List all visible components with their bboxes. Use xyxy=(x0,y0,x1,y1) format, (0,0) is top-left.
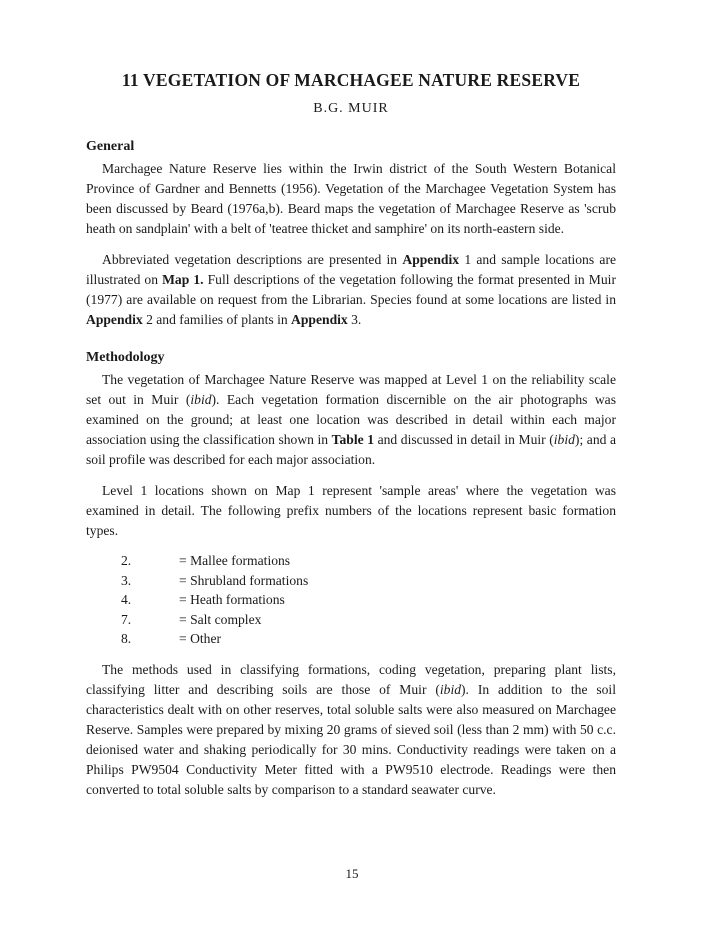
list-item: 4. = Heath formations xyxy=(121,592,285,607)
list-item: 7. = Salt complex xyxy=(121,611,262,627)
formation-types-list xyxy=(86,551,616,649)
list-item: 2. = Mallee formations xyxy=(121,553,291,568)
general-paragraph-1: Marchagee Nature Reserve lies within the Irwin district of the South Western Botanical Province of Gardner and Bennetts (1956). Vegetation of the Marchagee Vegetation System has been discussed by Beard (1976a,b). Beard maps the vegetation of Marchagee Reserve as 'scrub heath on sandplain' with a belt of 'teatree thicket and samphire' on its north-eastern side. xyxy=(86,161,616,236)
methodology-paragraph-2: Level 1 locations shown on Map 1 represent 'sample areas' where the vegetation was examined in detail. The following prefix numbers of the locations represent basic formation types. xyxy=(86,483,616,538)
page-number: 15 xyxy=(345,866,359,881)
methodology-paragraph-1: The vegetation of Marchagee Nature Reserve was mapped at Level 1 on the reliability scale set out in Muir (ibid). Each vegetation formation discernible on the air photographs was examined on the ground; at least one location was described in detail within each major association using the classification shown in Table 1 and discussed in detail in Muir (ibid); and a soil profile was described for each major association. xyxy=(86,372,617,467)
list-item: 3. = Shrubland formations xyxy=(121,572,309,588)
section-heading-general: General xyxy=(86,139,135,154)
general-paragraph-2: Abbreviated vegetation descriptions are presented in Appendix 1 and sample locations are illustrated on Map 1. Full descriptions of the vegetation following the format presented in Muir (1977) are available on request from the Librarian. Species found at some locations are listed in Appendix 2 and families of plants in Appendix 3. xyxy=(86,252,617,327)
author-name: B.G. MUIR xyxy=(313,101,389,116)
page-title: 11 VEGETATION OF MARCHAGEE NATURE RESERVE xyxy=(121,70,581,90)
section-heading-methodology: Methodology xyxy=(86,350,165,365)
methodology-paragraph-3: The methods used in classifying formations, coding vegetation, preparing plant lists, classifying litter and describing soils are those of Muir (ibid). In addition to the soil characteristics dealt with on other reserves, total soluble salts were also measured on Marchagee Reserve. Samples were prepared by mixing 20 grams of sieved soil (less than 2 mm) with 50 c.c. deionised water and shaking periodically for 30 mins. Conductivity readings were taken on a Philips PW9504 Conductivity Meter fitted with a PW9510 electrode. Readings were then converted to total soluble salts by comparison to a standard seawater curve. xyxy=(86,661,616,797)
list-item: 8. = Other xyxy=(121,631,222,646)
